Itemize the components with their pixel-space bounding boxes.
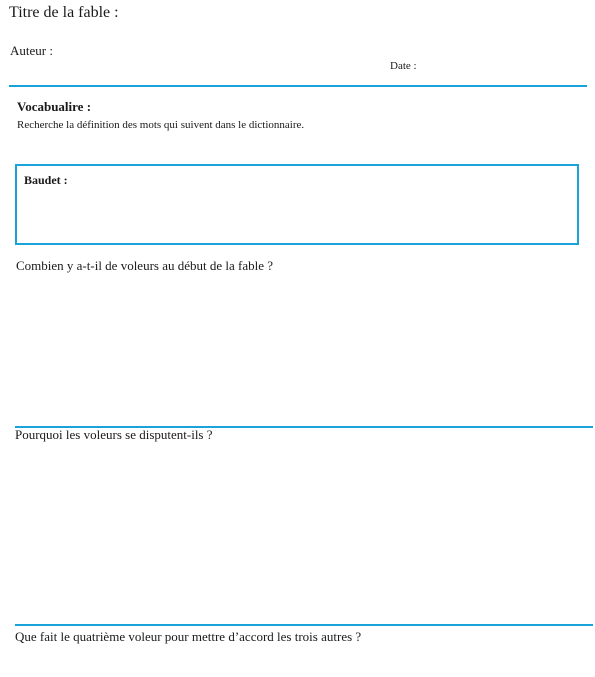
definition-box[interactable] — [15, 164, 579, 245]
header-divider — [9, 85, 587, 87]
question-3: Que fait le quatrième voleur pour mettre d’accord les trois autres ? — [15, 629, 362, 644]
vocabulary-heading: Vocabualire : — [17, 99, 92, 114]
author-label: Auteur : — [10, 43, 53, 58]
vocabulary-instruction: Recherche la définition des mots qui suivent dans le dictionnaire. — [17, 119, 305, 131]
question-2: Pourquoi les voleurs se disputent-ils ? — [15, 427, 213, 442]
fable-title-label: Titre de la fable : — [9, 4, 119, 21]
answer-divider-2 — [15, 624, 593, 626]
date-label: Date : — [390, 60, 417, 72]
question-1: Combien y a-t-il de voleurs au début de la fable ? — [16, 258, 274, 273]
vocabulary-word-label: Baudet : — [24, 173, 68, 187]
